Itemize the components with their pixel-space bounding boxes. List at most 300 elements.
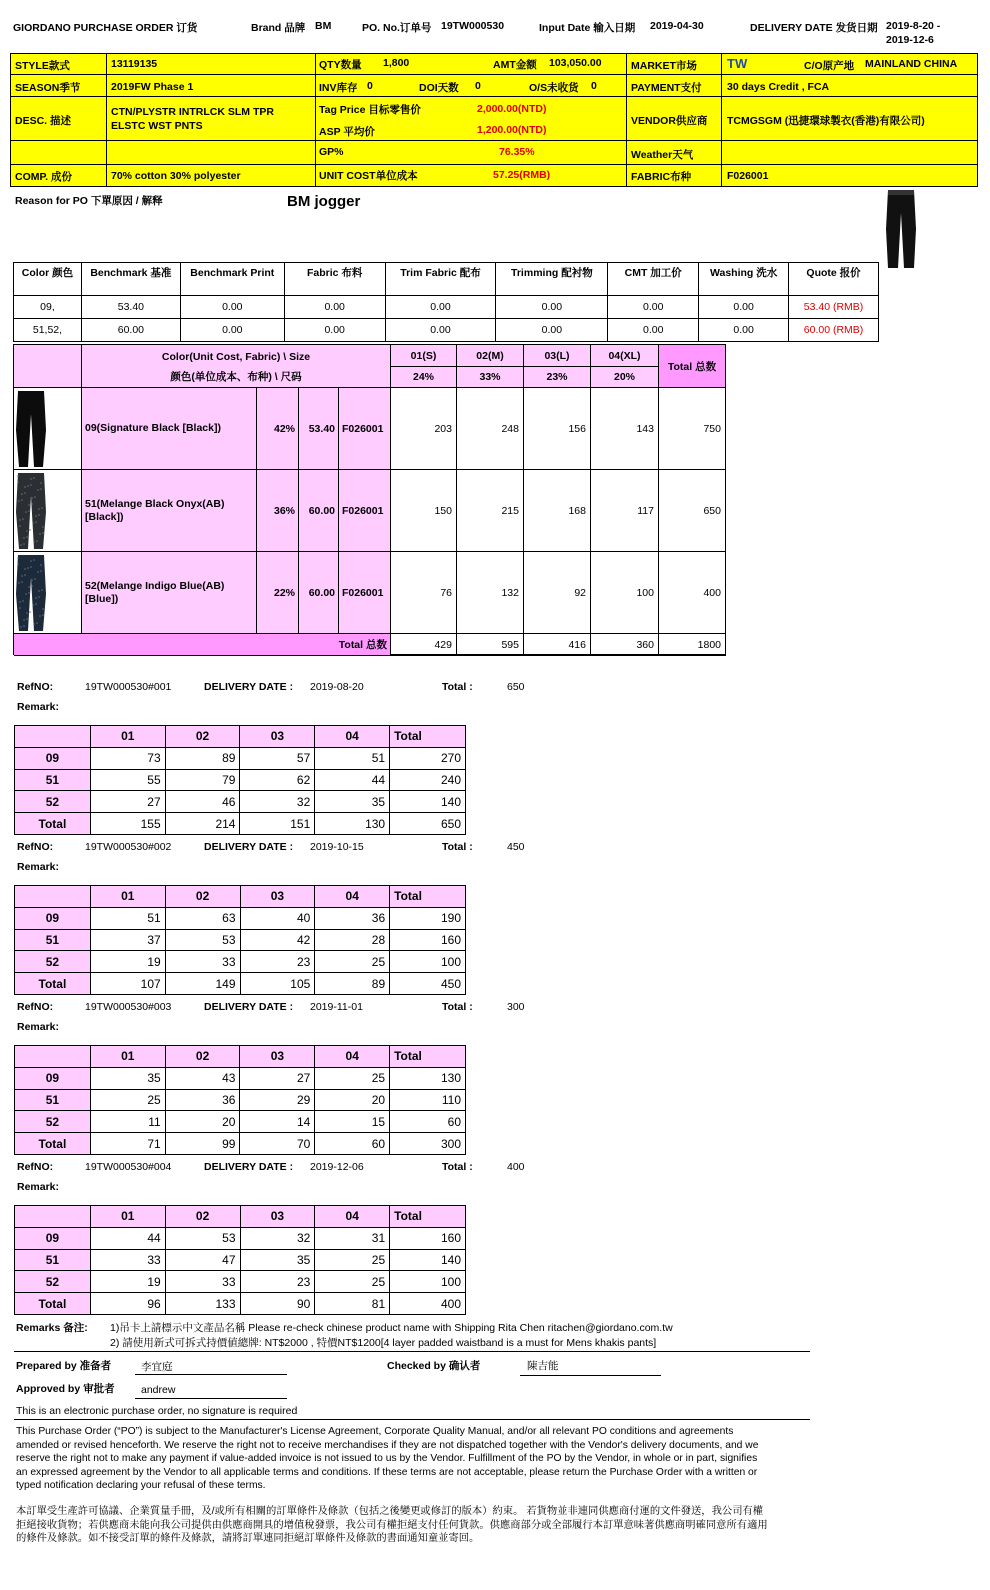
tag-price-label: Tag Price 目标零售价 (319, 104, 421, 116)
matrix-color-name (82, 388, 257, 470)
delivery-qty: 57 (240, 747, 315, 769)
delivery-sum-label: Total (15, 1133, 91, 1155)
delivery-qty: 37 (90, 929, 165, 951)
delivery-col-head: 04 (315, 886, 390, 908)
delivery-qty: 89 (165, 747, 240, 769)
delivery-table-header (15, 726, 466, 748)
delivery-corner (15, 726, 91, 748)
matrix-qty (457, 552, 524, 634)
remarks-line-2: 2) 請使用新式可拆式持價値總牌: NT$2000 , 特價NT$1200[4 layer padded waistband is a must for Mens khakis pants] (110, 1337, 657, 1349)
matrix-row-total (659, 470, 726, 552)
cost-cell: 0.00 (284, 296, 385, 319)
delivery-date-label: DELIVERY DATE 发货日期 (750, 22, 878, 34)
matrix-color-fabric-text: F026001 (342, 586, 384, 599)
market-value: TW (727, 56, 748, 71)
delivery-qty: 47 (165, 1249, 240, 1271)
delivery-color: 09 (15, 1227, 91, 1249)
cost-cell: 0.00 (608, 319, 699, 342)
matrix-row-total-text: 650 (703, 504, 721, 517)
matrix-size-head (524, 345, 591, 367)
matrix-color-cost-text: 53.40 (308, 422, 335, 435)
delivery-color: 52 (15, 791, 91, 813)
delivery-qty: 51 (315, 747, 390, 769)
matrix-color-name-text: 52(Melange Indigo Blue(AB) [Blue]) (85, 579, 225, 605)
matrix-qty-text: 156 (568, 422, 586, 435)
delivery-qty: 11 (90, 1111, 165, 1133)
matrix-color-name (82, 470, 257, 552)
cost-header-cell: Quote 报价 (789, 263, 879, 296)
matrix-color-pct-text: 22% (273, 586, 295, 599)
delivery-qty: 53 (165, 929, 240, 951)
refno-value: 19TW000530#001 (85, 681, 172, 693)
matrix-qty-text: 215 (501, 504, 519, 517)
delivery-row (15, 1089, 466, 1111)
payment-label: PAYMENT支付 (631, 82, 702, 94)
style-value: 13119135 (111, 58, 158, 70)
delivery-sum: 149 (165, 973, 240, 995)
delivery-qty: 19 (90, 951, 165, 973)
delivery-color: 09 (15, 747, 91, 769)
delivery-sum: 151 (240, 813, 315, 835)
cost-header-cell: Fabric 布料 (284, 263, 385, 296)
order-info-block (10, 53, 978, 187)
delivery-qty: 25 (90, 1089, 165, 1111)
matrix-color-fabric (339, 552, 391, 634)
matrix-col-total (659, 634, 726, 656)
cost-cell: 0.00 (180, 296, 284, 319)
delivery-qty: 160 (390, 929, 466, 951)
matrix-col-total (591, 634, 659, 656)
delivery-qty: 60 (390, 1111, 466, 1133)
delivery-qty: 23 (240, 1271, 315, 1293)
matrix-qty (457, 470, 524, 552)
cost-cell: 60.00 (81, 319, 180, 342)
delivery-total-label: Total : (442, 841, 473, 853)
cost-cell: 0.00 (284, 319, 385, 342)
delivery-sum: 400 (390, 1293, 466, 1315)
delivery-qty: 63 (165, 907, 240, 929)
matrix-qty (524, 552, 591, 634)
cost-row (14, 319, 879, 342)
matrix-col-total-text: 595 (501, 638, 519, 651)
delivery-row (15, 907, 466, 929)
matrix-color-cost (299, 470, 339, 552)
matrix-corner (14, 345, 82, 388)
refno-label: RefNO: (17, 1001, 54, 1013)
fabric-value: F026001 (727, 170, 769, 182)
matrix-color-cost-text: 60.00 (308, 586, 335, 599)
delivery-qty: 43 (165, 1067, 240, 1089)
matrix-color-fabric-text: F026001 (342, 422, 384, 435)
matrix-color-pct-text: 42% (273, 422, 295, 435)
delivery-sum: 96 (90, 1293, 165, 1315)
matrix-size-ratio-text: 20% (613, 371, 635, 383)
cost-cell: 0.00 (608, 296, 699, 319)
reason-label: Reason for PO 下單原因 / 解释 (15, 195, 163, 207)
doi-label: DOI天数 (419, 82, 459, 94)
terms-en-line: reserve the right not to make any payment if value-added invoice is not issued to us by the Vendor. Fulfillment of the PO by the Vendor, in whole or in part, signifies (16, 1453, 758, 1464)
delivery-row (15, 1249, 466, 1271)
terms-zh-line: 本訂單受生產許可協議、企業質量手冊，及/或所有相關的訂單條件及條款（包括之後變更或修訂的版本）約束。 若貨物並非連同供應商付運的文件發送，我公司有權 (16, 1506, 764, 1517)
remarks-label: Remarks 备注: (16, 1322, 88, 1334)
matrix-size-ratio-text: 23% (546, 371, 568, 383)
remark-label: Remark: (17, 701, 60, 713)
delivery-qty: 27 (90, 791, 165, 813)
delivery-qty: 25 (315, 1249, 390, 1271)
terms-zh-line: 拒絕接收貨物；若供應商未能向我公司提供由供應商開具的增值稅發票，我公司有權拒絕支付任何貨款。供應商部分或全部履行本訂單意味著供應商明確同意所有適用 (16, 1519, 768, 1531)
delivery-qty: 51 (90, 907, 165, 929)
delivery-col-head: 04 (315, 1046, 390, 1068)
season-label: SEASON季节 (15, 82, 81, 94)
delivery-qty: 46 (165, 791, 240, 813)
delivery-sum: 105 (240, 973, 315, 995)
qty-value: 1,800 (383, 57, 410, 69)
delivery-qty: 31 (315, 1227, 390, 1249)
delivery-col-head: 01 (90, 1206, 165, 1228)
delivery-table-header (15, 1206, 466, 1228)
refno-label: RefNO: (17, 681, 54, 693)
delivery-row (15, 951, 466, 973)
delivery-qty: 130 (390, 1067, 466, 1089)
delivery-row (15, 747, 466, 769)
delivery-info (17, 841, 525, 881)
delivery-qty: 44 (315, 769, 390, 791)
delivery-date-label: DELIVERY DATE : (204, 1161, 294, 1173)
product-thumbnail-icon (884, 189, 918, 269)
cost-header-cell: Benchmark 基准 (81, 263, 180, 296)
delivery-qty: 79 (165, 769, 240, 791)
matrix-color-fabric (339, 388, 391, 470)
refno-label: RefNO: (17, 841, 54, 853)
matrix-color-name-text: 51(Melange Black Onyx(AB) [Black]) (85, 497, 225, 523)
fabric-label: FABRIC布种 (631, 171, 692, 183)
delivery-corner (15, 886, 91, 908)
matrix-col-total-text: 429 (434, 638, 452, 651)
remark-label: Remark: (17, 861, 60, 873)
amt-label: AMT金额 (493, 59, 537, 71)
matrix-color-fabric-text: F026001 (342, 504, 384, 517)
matrix-row-total-text: 750 (703, 422, 721, 435)
delivery-row (15, 1111, 466, 1133)
matrix-color-pct (257, 470, 299, 552)
delivery-qty: 36 (315, 907, 390, 929)
matrix-qty (524, 388, 591, 470)
os-value: 0 (591, 80, 597, 92)
delivery-sum: 60 (315, 1133, 390, 1155)
cost-cell: 51,52, (14, 319, 82, 342)
matrix-col-total-text: 360 (636, 638, 654, 651)
matrix-color-cost (299, 552, 339, 634)
matrix-row-total (659, 552, 726, 634)
terms-english (16, 1425, 758, 1493)
delivery-color: 09 (15, 907, 91, 929)
delivery-sum: 107 (90, 973, 165, 995)
cost-header-cell: Color 颜色 (14, 263, 82, 296)
matrix-size-head-text: 02(M) (476, 349, 504, 362)
delivery-sum: 71 (90, 1133, 165, 1155)
matrix-qty-text: 143 (636, 422, 654, 435)
delivery-col-head: 02 (165, 1046, 240, 1068)
tag-price-value: 2,000.00(NTD) (477, 103, 547, 115)
delivery-date-end: 2019-12-6 (886, 34, 934, 46)
delivery-date-start: 2019-8-20 - (886, 20, 941, 32)
delivery-qty: 100 (390, 1271, 466, 1293)
delivery-color: 52 (15, 1111, 91, 1133)
delivery-qty: 140 (390, 1249, 466, 1271)
delivery-qty: 15 (315, 1111, 390, 1133)
delivery-qty: 32 (240, 1227, 315, 1249)
delivery-qty: 20 (315, 1089, 390, 1111)
matrix-color-cost-text: 60.00 (308, 504, 335, 517)
delivery-info (17, 1161, 525, 1201)
po-number-label: PO. No.订单号 (362, 22, 432, 34)
delivery-qty: 19 (90, 1271, 165, 1293)
matrix-qty (457, 388, 524, 470)
gp-value: 76.35% (499, 146, 535, 158)
delivery-col-head: 03 (240, 1206, 315, 1228)
delivery-qty: 40 (240, 907, 315, 929)
matrix-row-image (14, 388, 82, 470)
delivery-col-head: 02 (165, 886, 240, 908)
delivery-row (15, 1067, 466, 1089)
delivery-total-value: 300 (507, 1001, 525, 1013)
matrix-qty-text: 203 (434, 422, 452, 435)
cost-cell: 0.00 (496, 319, 608, 342)
matrix-col-total (524, 634, 591, 656)
approved-by-label: Approved by 审批者 (16, 1383, 115, 1395)
approved-by-value: andrew (141, 1384, 176, 1396)
matrix-qty-text: 168 (568, 504, 586, 517)
matrix-size-head-text: 01(S) (410, 349, 437, 362)
delivery-corner (15, 1206, 91, 1228)
delivery-sum-label: Total (15, 1293, 91, 1315)
matrix-total-head-text: Total 总数 (667, 360, 717, 373)
delivery-sum: 450 (390, 973, 466, 995)
weather-label: Weather天气 (631, 149, 694, 161)
delivery-qty: 73 (90, 747, 165, 769)
delivery-total-label: Total : (442, 1001, 473, 1013)
delivery-total-value: 450 (507, 841, 525, 853)
pant-thumbnail-icon (14, 390, 48, 468)
delivery-sum: 89 (315, 973, 390, 995)
unit-cost-label: UNIT COST单位成本 (319, 170, 418, 182)
matrix-col-total (457, 634, 524, 656)
matrix-qty-text: 248 (501, 422, 519, 435)
delivery-qty: 35 (90, 1067, 165, 1089)
delivery-qty: 42 (240, 929, 315, 951)
delivery-row (15, 1271, 466, 1293)
po-title: GIORDANO PURCHASE ORDER 订货 (13, 22, 198, 34)
matrix-col-total (391, 634, 457, 656)
delivery-total-label: Total : (442, 1161, 473, 1173)
delivery-qty: 25 (315, 1067, 390, 1089)
vendor-label: VENDOR供应商 (631, 115, 708, 127)
delivery-sum: 650 (390, 813, 466, 835)
delivery-qty: 27 (240, 1067, 315, 1089)
refno-label: RefNO: (17, 1161, 54, 1173)
delivery-date-label: DELIVERY DATE : (204, 841, 294, 853)
delivery-qty: 44 (90, 1227, 165, 1249)
po-number: 19TW000530 (441, 20, 505, 32)
matrix-size-head-text: 04(XL) (608, 349, 641, 362)
matrix-head-line-2: 颜色(单位成本、布种) \ 尺码 (170, 371, 302, 383)
delivery-col-head: Total (390, 726, 466, 748)
checked-by-value: 陳吉能 (527, 1360, 559, 1372)
matrix-row-total (659, 388, 726, 470)
delivery-qty: 23 (240, 951, 315, 973)
delivery-qty: 110 (390, 1089, 466, 1111)
size-matrix (13, 344, 726, 655)
doi-value: 0 (475, 80, 481, 92)
refno-value: 19TW000530#002 (85, 841, 172, 853)
inv-label: INV库存 (319, 82, 358, 94)
delivery-sum: 99 (165, 1133, 240, 1155)
delivery-qty: 240 (390, 769, 466, 791)
delivery-qty: 35 (315, 791, 390, 813)
matrix-col-total-text: 1800 (697, 638, 721, 651)
cost-cell: 0.00 (699, 319, 789, 342)
delivery-qty: 190 (390, 907, 466, 929)
cost-header-cell: Washing 洗水 (699, 263, 789, 296)
delivery-qty: 35 (240, 1249, 315, 1271)
delivery-qty: 32 (240, 791, 315, 813)
comp-label: COMP. 成份 (15, 171, 72, 183)
matrix-size-ratio (524, 367, 591, 388)
delivery-qty: 270 (390, 747, 466, 769)
delivery-color: 51 (15, 929, 91, 951)
market-label: MARKET市场 (631, 60, 697, 72)
delivery-sum: 81 (315, 1293, 390, 1315)
cost-header-cell: Trim Fabric 配布 (385, 263, 496, 296)
matrix-color-name (82, 552, 257, 634)
delivery-qty: 33 (90, 1249, 165, 1271)
terms-en-line: This Purchase Order (“PO”) is subject to the Manufacturer's License Agreement, Corporate Quality Manual, and/or all relevant PO conditions and agreements (16, 1426, 734, 1437)
matrix-size-ratio-text: 33% (479, 371, 501, 383)
matrix-qty (524, 470, 591, 552)
delivery-col-head: 03 (240, 726, 315, 748)
delivery-table-header (15, 1046, 466, 1068)
input-date: 2019-04-30 (650, 20, 704, 32)
delivery-qty: 14 (240, 1111, 315, 1133)
delivery-qty: 33 (165, 1271, 240, 1293)
matrix-qty-text: 100 (636, 586, 654, 599)
matrix-total-label (14, 634, 391, 656)
terms-en-line: an expressed agreement by the Vendor to all applicable terms and conditions. If these terms are not acceptable, please return the Purchase Order with a written or (16, 1466, 758, 1478)
delivery-sum: 130 (315, 813, 390, 835)
cost-cell: 0.00 (385, 319, 496, 342)
delivery-date-label: DELIVERY DATE : (204, 681, 294, 693)
matrix-total-head (659, 345, 726, 388)
delivery-total-label: Total : (442, 681, 473, 693)
pant-thumbnail-icon (14, 554, 48, 632)
delivery-date-value: 2019-10-15 (310, 841, 364, 853)
delivery-color: 52 (15, 1271, 91, 1293)
cost-table-header (14, 263, 879, 296)
delivery-qty: 53 (165, 1227, 240, 1249)
prepared-by-value: 李宜庭 (141, 1361, 173, 1373)
unit-cost-value: 57.25(RMB) (493, 169, 551, 181)
matrix-qty-text: 76 (440, 586, 452, 599)
delivery-sum: 90 (240, 1293, 315, 1315)
matrix-size-ratio-text: 24% (412, 371, 434, 383)
matrix-size-ratio (457, 367, 524, 388)
matrix-row-image (14, 552, 82, 634)
refno-value: 19TW000530#004 (85, 1161, 172, 1173)
vendor-value: TCMGSGM (迅捷環球製衣(香港)有限公司) (727, 115, 925, 127)
delivery-col-head: Total (390, 1046, 466, 1068)
po-header (13, 14, 978, 50)
matrix-size-head (591, 345, 659, 367)
delivery-qty: 55 (90, 769, 165, 791)
terms-en-line: amended or revised henceforth. We reserve the right not to receive merchandises if they are not dispatched together with the Vendor's delivery documents, and we (16, 1439, 759, 1451)
delivery-total-value: 400 (507, 1161, 525, 1173)
matrix-size-head (391, 345, 457, 367)
asp-label: ASP 平均价 (319, 126, 375, 138)
origin-label: C/O原产地 (804, 60, 855, 72)
delivery-col-head: 01 (90, 726, 165, 748)
comp-value: 70% cotton 30% polyester (111, 170, 241, 182)
delivery-sum: 155 (90, 813, 165, 835)
delivery-col-head: 01 (90, 886, 165, 908)
matrix-qty (591, 470, 659, 552)
delivery-color: 09 (15, 1067, 91, 1089)
brand-value: BM (315, 20, 332, 32)
delivery-sum-row (15, 1293, 466, 1315)
delivery-qty: 20 (165, 1111, 240, 1133)
cost-cell: 0.00 (699, 296, 789, 319)
delivery-col-head: Total (390, 1206, 466, 1228)
delivery-sum-row (15, 973, 466, 995)
delivery-col-head: 04 (315, 1206, 390, 1228)
prepared-by-label: Prepared by 准备者 (16, 1360, 112, 1372)
delivery-qty: 28 (315, 929, 390, 951)
matrix-color-pct-text: 36% (273, 504, 295, 517)
delivery-row (15, 769, 466, 791)
style-label: STYLE款式 (15, 60, 70, 72)
delivery-sum-label: Total (15, 813, 91, 835)
delivery-col-head: 02 (165, 726, 240, 748)
cost-header-cell: CMT 加工价 (608, 263, 699, 296)
electronic-notice: This is an electronic purchase order, no signature is required (16, 1405, 298, 1417)
cost-header-cell: Benchmark Print (180, 263, 284, 296)
delivery-col-head: 03 (240, 1046, 315, 1068)
origin-value: MAINLAND CHINA (865, 58, 958, 70)
delivery-sum: 214 (165, 813, 240, 835)
delivery-color: 51 (15, 769, 91, 791)
matrix-row-total-text: 400 (703, 586, 721, 599)
delivery-qty: 33 (165, 951, 240, 973)
matrix-color-pct (257, 388, 299, 470)
matrix-qty (391, 552, 457, 634)
checked-by-label: Checked by 确认者 (387, 1360, 481, 1372)
delivery-sum: 133 (165, 1293, 240, 1315)
matrix-qty-text: 150 (434, 504, 452, 517)
desc-line-2: ELSTC WST PNTS (111, 120, 203, 132)
matrix-qty (391, 388, 457, 470)
delivery-sum-row (15, 813, 466, 835)
delivery-table (14, 885, 466, 995)
delivery-color: 52 (15, 951, 91, 973)
asp-value: 1,200.00(NTD) (477, 124, 547, 136)
matrix-total-label-text: Total 总数 (338, 639, 387, 651)
terms-zh-line: 的條件及條款。如不接受訂單的條件及條款，請將訂單連同拒絕訂單條件及條款的書面通知童並寄回。 (16, 1533, 480, 1544)
delivery-date-value: 2019-08-20 (310, 681, 364, 693)
delivery-table (14, 1205, 466, 1315)
delivery-color: 51 (15, 1089, 91, 1111)
product-name: BM jogger (287, 193, 361, 210)
delivery-color: 51 (15, 1249, 91, 1271)
amt-value: 103,050.00 (549, 57, 602, 69)
